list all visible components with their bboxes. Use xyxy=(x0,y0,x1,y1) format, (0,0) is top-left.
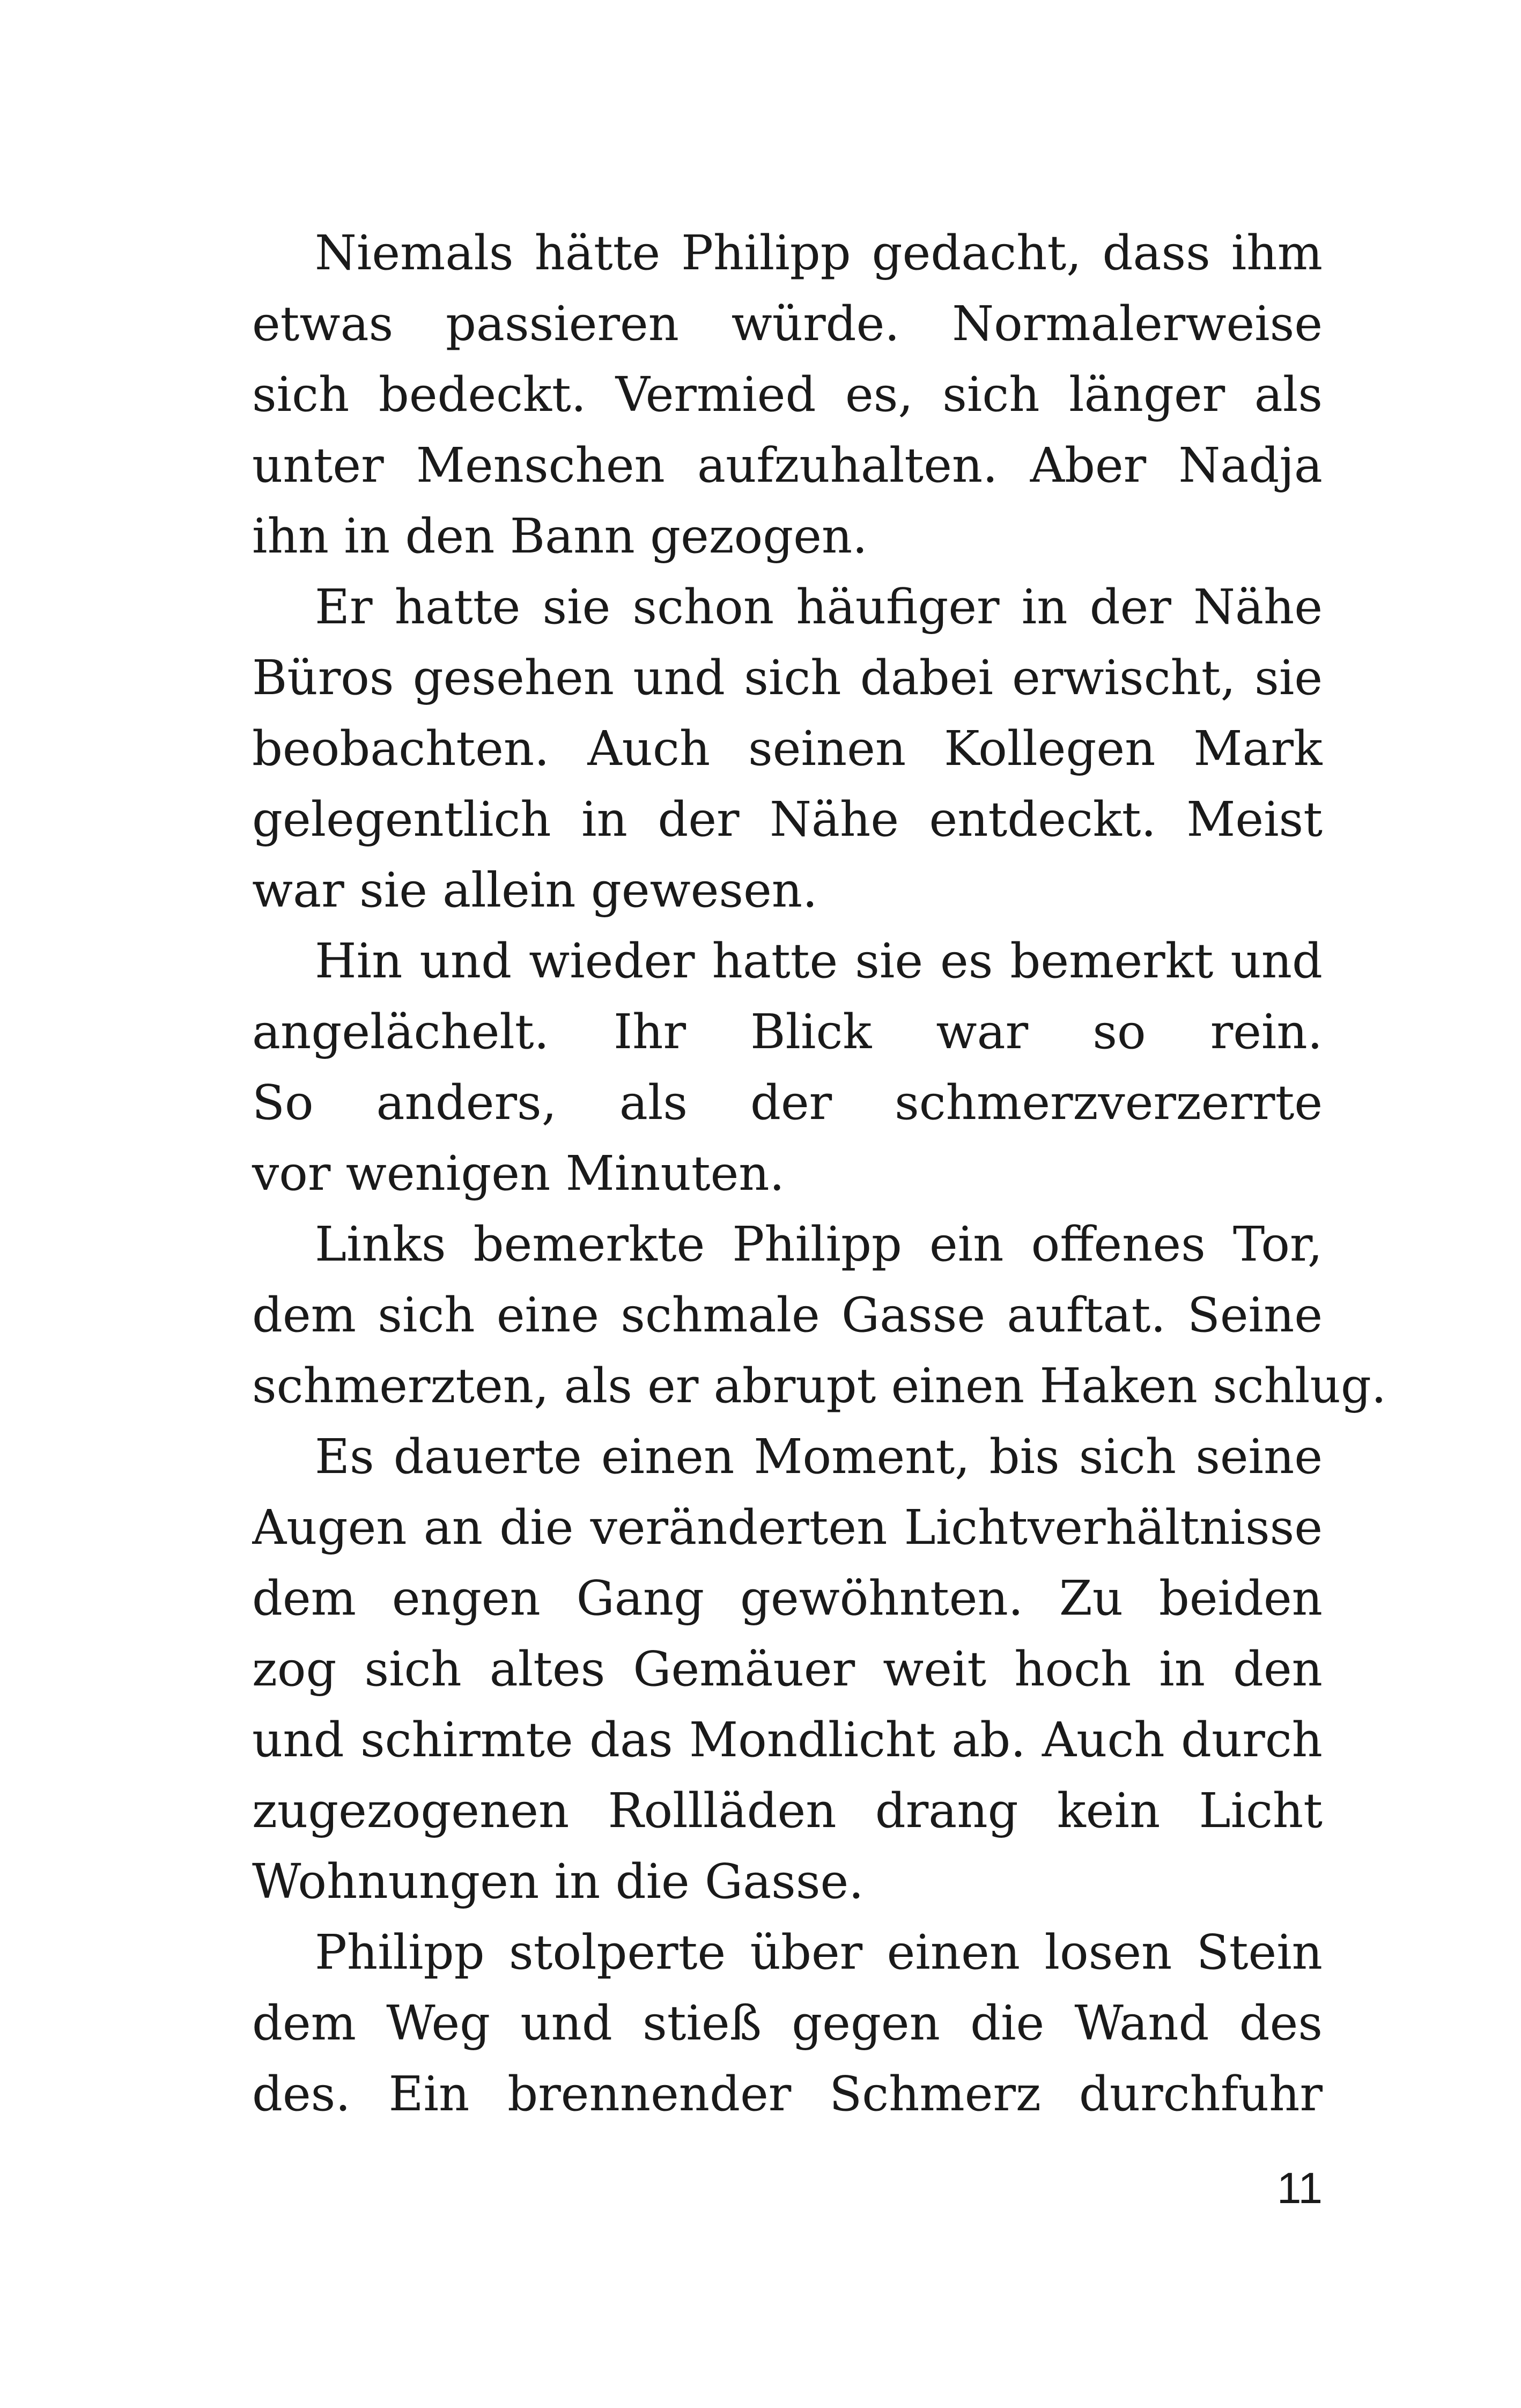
text-line: Augen an die veränderten Lichtverhältnisse xyxy=(252,1499,1323,1555)
text-line: etwas passieren würde. Normalerweise xyxy=(252,296,1323,351)
text-line: dem engen Gang gewöhnten. Zu beiden xyxy=(252,1570,1323,1626)
text-line: dem sich eine schmale Gasse auftat. Seine xyxy=(252,1287,1323,1343)
text-line: gelegentlich in der Nähe entdeckt. Meist xyxy=(252,791,1323,847)
text-line: zugezogenen Rollläden drang kein Licht xyxy=(252,1783,1323,1838)
text-line: Er hatte sie schon häufiger in der Nähe xyxy=(315,579,1323,635)
text-line: Büros gesehen und sich dabei erwischt, sie xyxy=(252,650,1323,705)
text-line: sich bedeckt. Vermied es, sich länger als xyxy=(252,366,1323,422)
text-line: Hin und wieder hatte sie es bemerkt und xyxy=(315,933,1323,989)
text-line: des. Ein brennender Schmerz durchfuhr xyxy=(252,2066,1323,2122)
text-line: dem Weg und stieß gegen die Wand des xyxy=(252,1995,1323,2051)
body-text xyxy=(252,217,1387,2129)
text-line: Philipp stolperte über einen losen Stein xyxy=(315,1924,1323,1980)
text-line: und schirmte das Mondlicht ab. Auch durch xyxy=(252,1712,1323,1768)
text-line: Wohnungen in die Gasse. xyxy=(252,1853,864,1909)
text-line: Niemals hätte Philipp gedacht, dass ihm xyxy=(315,225,1323,281)
text-line: Links bemerkte Philipp ein offenes Tor, xyxy=(315,1216,1323,1272)
text-line: zog sich altes Gemäuer weit hoch in den xyxy=(252,1641,1323,1697)
text-line: angelächelt. Ihr Blick war so rein. xyxy=(252,1004,1323,1059)
text-line: ihn in den Bann gezogen. xyxy=(252,508,868,564)
text-line: war sie allein gewesen. xyxy=(252,862,818,918)
text-line: unter Menschen aufzuhalten. Aber Nadja xyxy=(252,437,1323,493)
text-line: Es dauerte einen Moment, bis sich seine xyxy=(315,1428,1323,1484)
text-line: So anders, als der schmerzverzerrte xyxy=(252,1074,1323,1130)
page-number: 11 xyxy=(1276,2164,1323,2213)
text-line: vor wenigen Minuten. xyxy=(252,1145,785,1201)
text-line: schmerzten, als er abrupt einen Haken schlug. xyxy=(252,1358,1387,1413)
text-line: beobachten. Auch seinen Kollegen Mark xyxy=(252,720,1323,776)
